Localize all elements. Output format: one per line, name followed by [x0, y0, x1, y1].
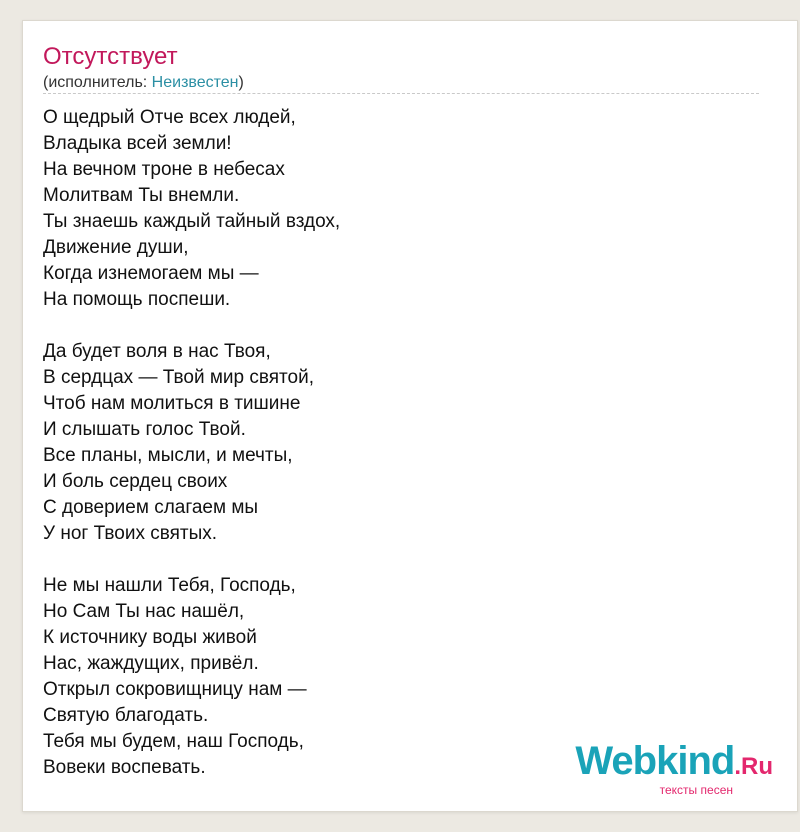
lyric-line: Когда изнемогаем мы —: [43, 263, 259, 284]
lyric-line: Тебя мы будем, наш Господь,: [43, 731, 304, 752]
lyric-line: Движение души,: [43, 237, 189, 258]
lyric-line: Но Сам Ты нас нашёл,: [43, 601, 245, 622]
song-title: Отсутствует: [43, 43, 178, 70]
lyric-line: В сердцах — Твой мир святой,: [43, 367, 314, 388]
lyric-line: На помощь поспеши.: [43, 289, 231, 310]
lyric-line: Нас, жаждущих, привёл.: [43, 653, 259, 674]
artist-line: [43, 73, 244, 93]
lyric-line: С доверием слагаем мы: [43, 497, 259, 518]
logo-name: Webkind: [575, 739, 735, 783]
lyric-line: Все планы, мысли, и мечты,: [43, 445, 293, 466]
lyric-line: Да будет воля в нас Твоя,: [43, 341, 271, 362]
lyric-line: У ног Твоих святых.: [43, 523, 218, 544]
lyric-line: Чтоб нам молиться в тишине: [43, 393, 301, 414]
lyric-line: Не мы нашли Тебя, Господь,: [43, 575, 296, 596]
divider: [43, 93, 759, 94]
logo-wordmark: [575, 741, 773, 787]
stanza: [43, 105, 340, 313]
lyric-line: Открыл сокровищницу нам —: [43, 679, 307, 700]
lyric-line: О щедрый Отче всех людей,: [43, 107, 296, 128]
artist-suffix: ): [238, 74, 244, 91]
lyric-line: К источнику воды живой: [43, 627, 257, 648]
logo-tld: .Ru: [734, 753, 773, 780]
logo-tagline: тексты песен: [659, 783, 733, 797]
lyric-line: И боль сердец своих: [43, 471, 228, 492]
site-logo: [575, 741, 773, 797]
lyric-line: Молитвам Ты внемли.: [43, 185, 240, 206]
artist-link[interactable]: Неизвестен: [151, 74, 239, 91]
lyric-line: Святую благодать.: [43, 705, 209, 726]
lyric-line: На вечном троне в небесах: [43, 159, 285, 180]
lyric-line: Владыка всей земли!: [43, 133, 232, 154]
stanza: [43, 339, 340, 547]
stanza: [43, 573, 340, 781]
lyric-line: Ты знаешь каждый тайный вздох,: [43, 211, 341, 232]
lyrics-card: [22, 20, 798, 812]
lyric-line: И слышать голос Твой.: [43, 419, 246, 440]
lyrics-body: [43, 105, 340, 781]
artist-prefix: (исполнитель:: [43, 74, 152, 91]
lyric-line: Вовеки воспевать.: [43, 757, 206, 778]
